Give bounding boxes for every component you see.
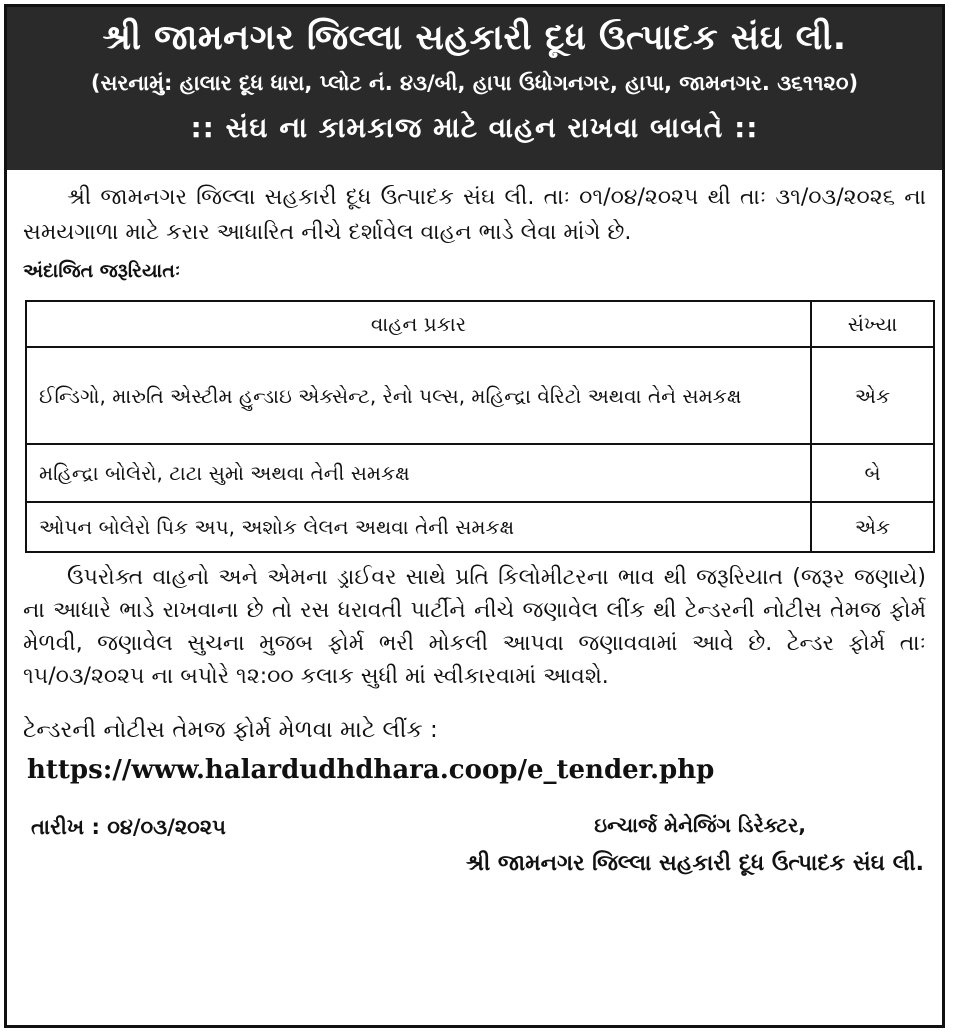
- vehicle-table: [25, 300, 935, 553]
- details-paragraph: [23, 561, 926, 693]
- notice-header: [7, 7, 942, 170]
- vehicle-count-cell: એક: [811, 347, 934, 444]
- signatory-org: શ્રી જામનગર જિલ્લા સહકારી દૂધ ઉત્પાદક સંઘ લી.: [466, 851, 924, 876]
- notice-footer: [23, 807, 926, 897]
- vehicle-type-cell: ઈન્ડિગો, મારુતિ એસ્ટીમ હુન્ડાઇ એક્સેન્ટ, રેનો પલ્સ, મહિન્દ્રા વેરિટો અથવા તેને સમકક્ષ: [26, 347, 811, 444]
- table-row: [26, 502, 934, 552]
- vehicle-type-cell: મહિન્દ્રા બોલેરો, ટાટા સુમો અથવા તેની સમકક્ષ: [26, 444, 811, 502]
- intro-text: શ્રી જામનગર જિલ્લા સહકારી દૂધ ઉત્પાદક સંઘ લી. તાઃ ૦૧/૦૪/૨૦૨૫ થી તાઃ ૩૧/૦૩/૨૦૨૬ ના સમયગાળા માટે કરાર આધારિત નીચે દર્શાવેલ વાહન ભાડે લેવા માંગે છે.: [23, 185, 926, 245]
- vehicle-type-cell: ઓપન બોલેરો પિક અપ, અશોક લેલન અથવા તેની સમકક્ષ: [26, 502, 811, 552]
- org-title: શ્રી જામનગર જિલ્લા સહકારી દૂધ ઉત્પાદક સંઘ લી.: [102, 18, 847, 58]
- intro-paragraph: [23, 180, 926, 250]
- tender-link[interactable]: https://www.halardudhdhara.coop/e_tender.php: [27, 755, 715, 785]
- link-label: ટેન્ડરની નોટીસ તેમજ ફોર્મ મેળવા માટે લીંક :: [23, 717, 438, 743]
- notice-date: તારીખ : ૦૪/૦૩/૨૦૨૫: [31, 815, 226, 839]
- org-address: (સરનામું: હાલાર દૂધ ધારા, પ્લોટ નં. ૪૩/બી, હાપા ઉધોગનગર, હાપા, જામનગર. ૩૬૧૧૨૦): [90, 71, 859, 95]
- vehicle-count-cell: એક: [811, 502, 934, 552]
- column-header-vehicle-type: વાહન પ્રકાર: [26, 301, 811, 347]
- table-row: [26, 444, 934, 502]
- table-row: [26, 347, 934, 444]
- notice-page: [4, 4, 945, 1028]
- table-header-row: [26, 301, 934, 347]
- signatory-title: ઇન્ચાર્જ મેનેજિંગ ડિરેક્ટર,: [594, 813, 806, 837]
- requirements-heading: અંદાજિત જરૂરિયાતઃ: [23, 260, 181, 282]
- notice-body: [7, 170, 942, 897]
- notice-subject: :: સંઘ ના કામકાજ માટે વાહન રાખવા બાબતે ::: [190, 111, 759, 144]
- details-text: ઉપરોક્ત વાહનો અને એમના ડ્રાઈવર સાથે પ્રતિ કિલોમીટરના ભાવ થી જરૂરિયાત (જરૂર જણાયે) ના આધારે ભાડે રાખવાના છે તો રસ ધરાવતી પાર્ટીને નીચે જણાવેલ લીંક થી ટેન્ડરની નોટીસ તેમજ ફોર્મ મેળવી, જણાવેલ સુચના મુજબ ફોર્મ ભરી મોકલી આપવા જણાવવામાં આવે છે. ટેન્ડર ફોર્મ તાઃ ૧૫/૦૩/૨૦૨૫ ના બપોરે ૧૨:૦૦ કલાક સુધી માં સ્વીકારવામાં આવશે.: [23, 565, 926, 689]
- vehicle-count-cell: બે: [811, 444, 934, 502]
- column-header-count: સંખ્યા: [811, 301, 934, 347]
